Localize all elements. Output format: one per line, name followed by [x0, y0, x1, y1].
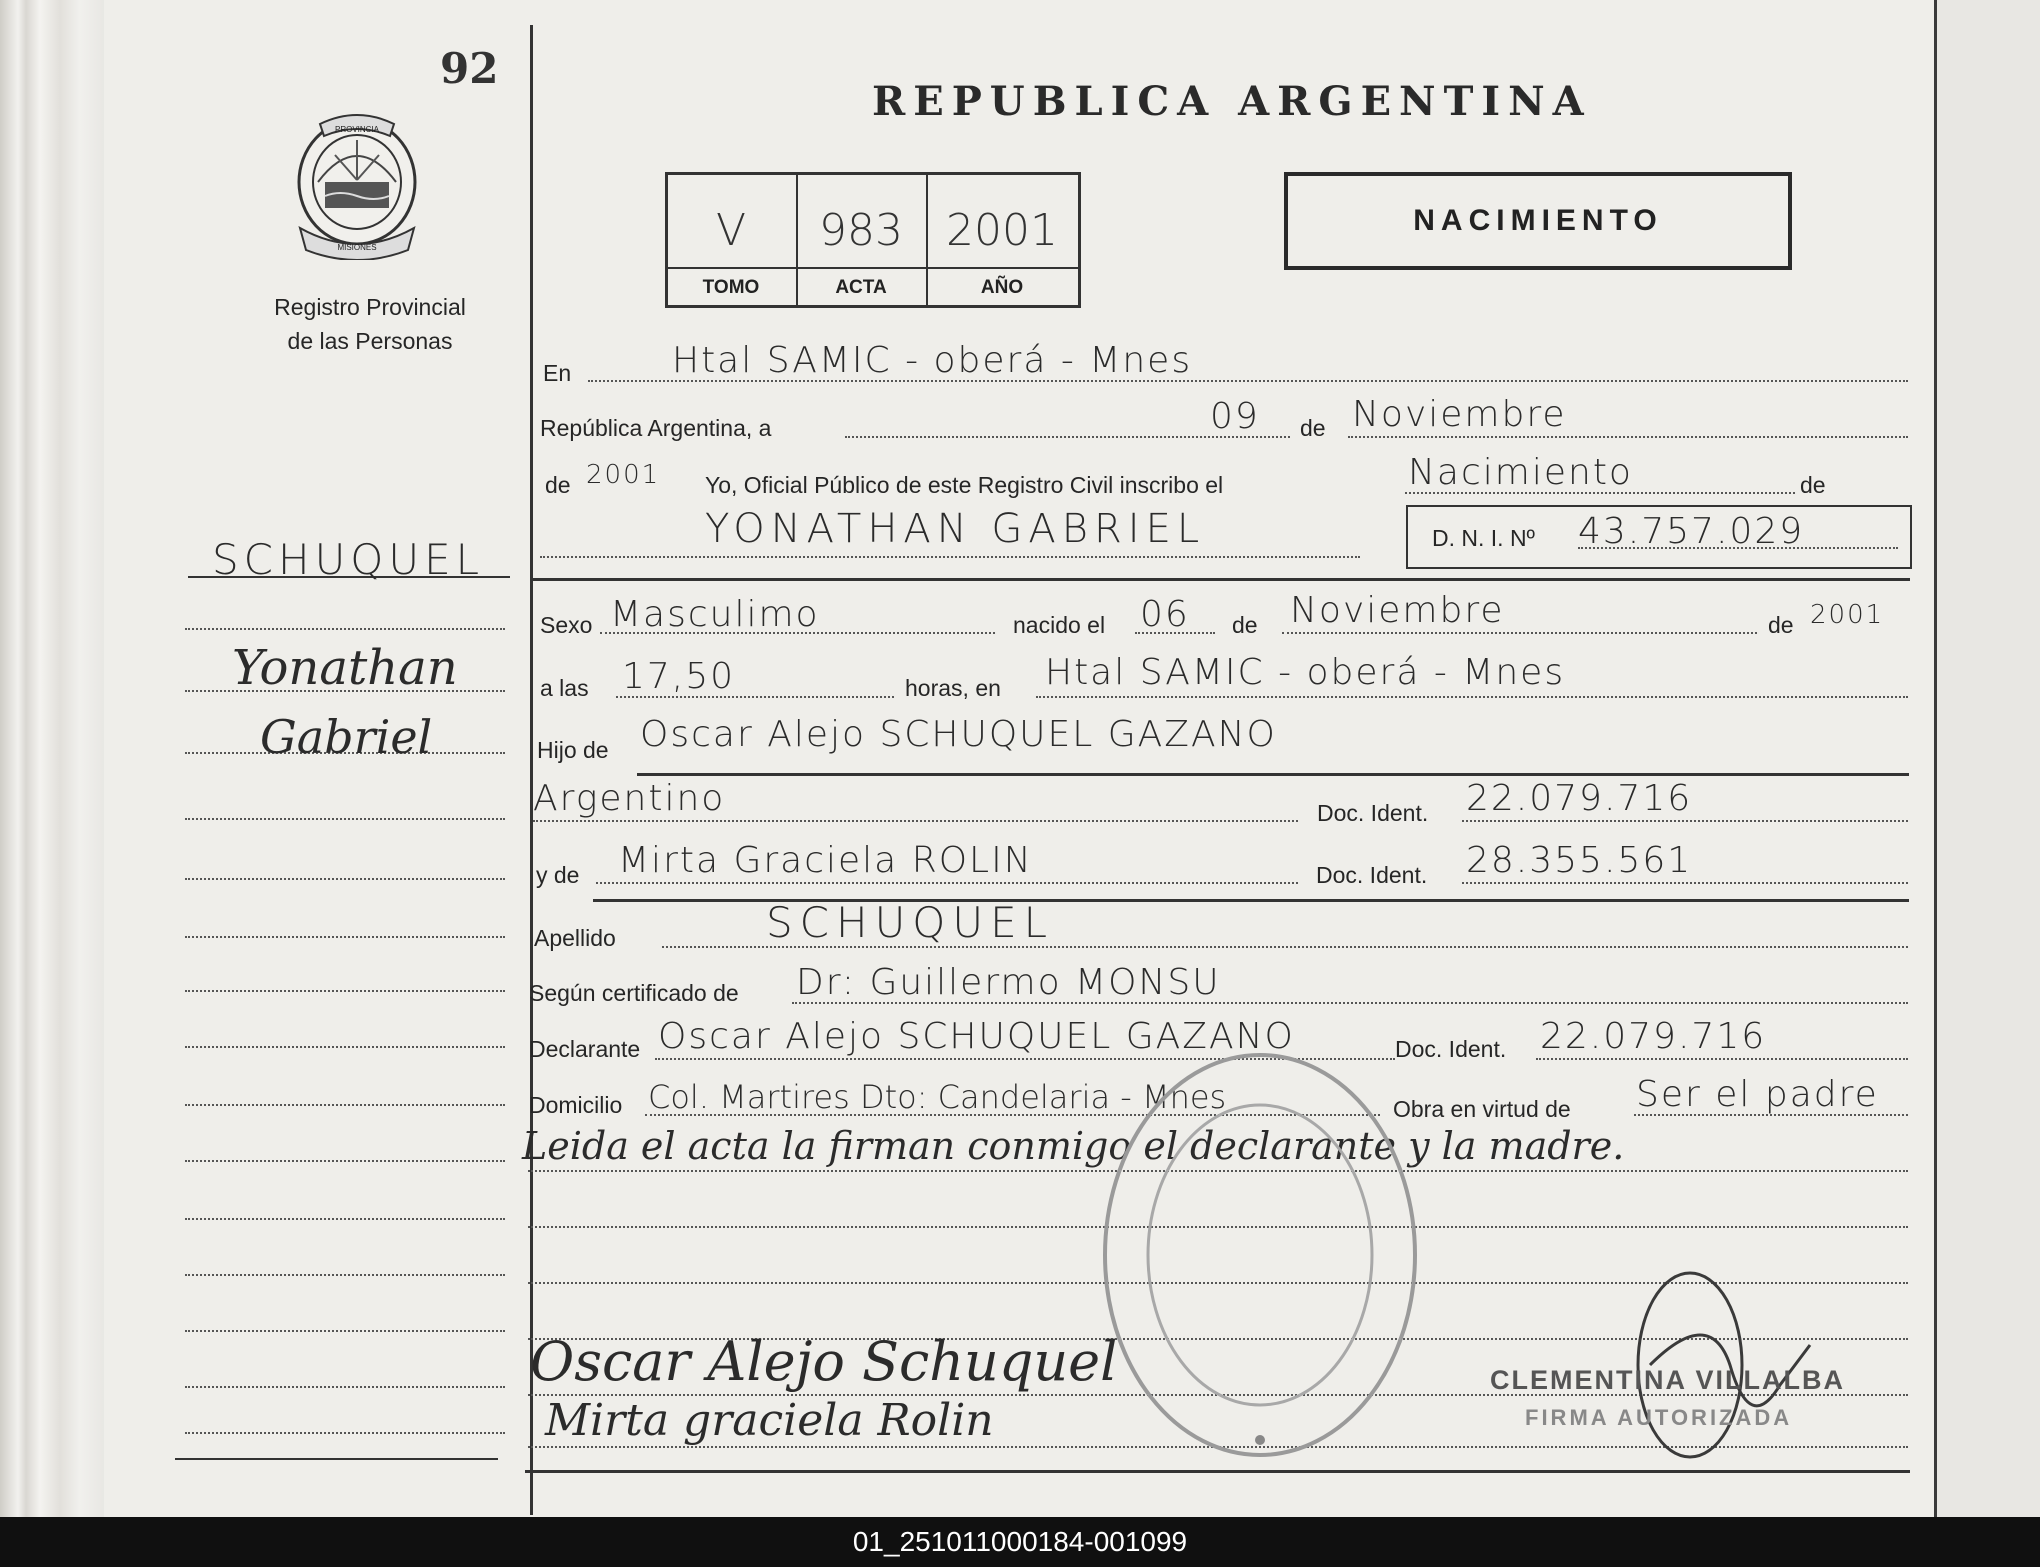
margin-given-name-2: Gabriel [260, 710, 433, 764]
margin-line [185, 628, 505, 630]
declarante-doc-line [1536, 1058, 1908, 1060]
sexo-label: Sexo [540, 612, 593, 638]
mother-value: Mirta Graciela ROLIN [618, 840, 1033, 881]
day-value: 09 [1210, 396, 1260, 437]
margin-line [185, 936, 505, 938]
mother-signature: Mirta graciela Rolin [545, 1395, 994, 1446]
birth-de-label: de [1232, 612, 1258, 638]
official-stamp-title: FIRMA AUTORIZADA [1525, 1405, 1793, 1430]
alas-label: a las [540, 675, 589, 701]
domicilio-label: Domicilio [529, 1092, 623, 1118]
event-value: Nacimiento [1408, 452, 1633, 493]
birth-year-label: de [1768, 612, 1794, 638]
obra-label: Obra en virtud de [1393, 1096, 1571, 1122]
place-line [1036, 696, 1908, 698]
registry-line1: Registro Provincial [274, 294, 466, 320]
name-line [540, 556, 1360, 558]
rule-after-father [637, 773, 1909, 776]
official-signature-icon [1480, 1245, 1880, 1475]
sexo-value: Masculimo [610, 594, 820, 635]
left-column-divider [530, 25, 533, 1515]
year-label: de [545, 472, 571, 498]
page-edges [0, 0, 110, 1517]
birth-month-line [1282, 632, 1757, 634]
ano-cell [930, 175, 1074, 305]
margin-line [185, 1432, 505, 1434]
dni-box [1406, 505, 1912, 569]
page-number: 92 [440, 44, 499, 93]
father-value: Oscar Alejo SCHUQUEL GAZANO [640, 714, 1277, 755]
dni-label: D. N. I. Nº [1432, 525, 1535, 551]
image-id-caption: 01_251011000184-001099 [852, 1526, 1188, 1557]
yde-label: y de [536, 862, 580, 888]
declarante-value: Oscar Alejo SCHUQUEL GAZANO [658, 1016, 1295, 1057]
birth-day: 06 [1140, 594, 1190, 635]
name-value: YONATHAN GABRIEL [705, 506, 1206, 552]
apellido-label: Apellido [534, 925, 616, 951]
doc-ident-label: Doc. Ident. [1316, 862, 1428, 888]
father-doc-value: 22.079.716 [1466, 778, 1693, 819]
place-value: Htal SAMIC - oberá - Mnes [1045, 652, 1566, 693]
father-doc-line [1462, 820, 1908, 822]
republica-label: República Argentina, a [540, 415, 772, 441]
de-label: de [1300, 415, 1326, 441]
year-value: 2001 [586, 460, 661, 490]
month-line [1348, 436, 1908, 438]
record-number-box [665, 172, 1081, 308]
box-divider [926, 175, 928, 305]
tomo-value: V [715, 205, 747, 256]
margin-line [185, 1046, 505, 1048]
de-end-label: de [1800, 472, 1826, 498]
month-value: Noviembre [1352, 394, 1567, 435]
record-type-label: NACIMIENTO [1413, 204, 1663, 237]
margin-line [185, 1386, 505, 1388]
margin-line [185, 878, 505, 880]
doctor-value: Dr: Guillermo MONSU [796, 962, 1221, 1003]
en-label: En [543, 360, 572, 386]
acta-label: ACTA [835, 277, 887, 298]
registry-stamp-icon [1095, 1045, 1425, 1465]
segun-label: Según certificado de [529, 980, 739, 1006]
registry-line2: de las Personas [287, 328, 453, 354]
hijo-label: Hijo de [537, 737, 609, 763]
tomo-cell [668, 175, 794, 305]
dni-value: 43.757.029 [1578, 511, 1805, 552]
father-nationality: Argentino [533, 778, 726, 819]
birth-month: Noviembre [1290, 590, 1505, 631]
margin-surname: SCHUQUEL [212, 535, 485, 584]
mother-doc-value: 28.355.561 [1466, 840, 1693, 881]
horas-label: horas, en [905, 675, 1001, 701]
doc-ident-label: Doc. Ident. [1395, 1036, 1507, 1062]
margin-line [185, 1274, 505, 1276]
mother-line [596, 882, 1298, 884]
margin-line [185, 1160, 505, 1162]
svg-text:MISIONES: MISIONES [337, 243, 377, 252]
birth-year: 2001 [1810, 600, 1885, 630]
margin-rule-bottom [175, 1458, 498, 1460]
father-signature: Oscar Alejo Schuquel [530, 1330, 1118, 1393]
en-value: Htal SAMIC - oberá - Mnes [672, 340, 1193, 381]
time-value: 17,50 [622, 656, 736, 697]
official-stamp-name: CLEMENTINA VILLALBA [1490, 1365, 1845, 1395]
provincial-seal-icon [290, 110, 425, 260]
declarante-doc-value: 22.079.716 [1540, 1016, 1767, 1057]
next-page-edge [1937, 0, 2040, 1517]
record-type-box [1284, 172, 1792, 270]
margin-line [185, 818, 505, 820]
doc-ident-label: Doc. Ident. [1317, 800, 1429, 826]
margin-given-name-1: Yonathan [232, 640, 458, 696]
margin-line [185, 1330, 505, 1332]
domicilio-value: Col. Martires Dto: Candelaria - Mnes [648, 1078, 1227, 1116]
father-nat-line [533, 820, 1298, 822]
acta-cell [798, 175, 924, 305]
mother-doc-line [1462, 882, 1908, 884]
yo-label: Yo, Oficial Público de este Registro Civil inscribo el [705, 472, 1224, 498]
registry-name [230, 290, 510, 358]
closing-note: Leida el acta la firman conmigo el declarante y la madre. [522, 1124, 1625, 1168]
ano-value: 2001 [946, 205, 1058, 256]
declarante-label: Declarante [529, 1036, 641, 1062]
margin-line [185, 1104, 505, 1106]
svg-text:PROVINCIA: PROVINCIA [334, 125, 380, 134]
acta-value: 983 [819, 205, 903, 256]
obra-value: Ser el padre [1636, 1074, 1879, 1115]
margin-line [185, 1218, 505, 1220]
ano-label: AÑO [980, 277, 1024, 298]
nacido-label: nacido el [1013, 612, 1106, 638]
apellido-value: SCHUQUEL [766, 898, 1055, 947]
page-title: REPUBLICA ARGENTINA [872, 78, 1592, 125]
rule-after-name [530, 578, 1910, 581]
tomo-label: TOMO [702, 277, 760, 298]
margin-line [185, 990, 505, 992]
